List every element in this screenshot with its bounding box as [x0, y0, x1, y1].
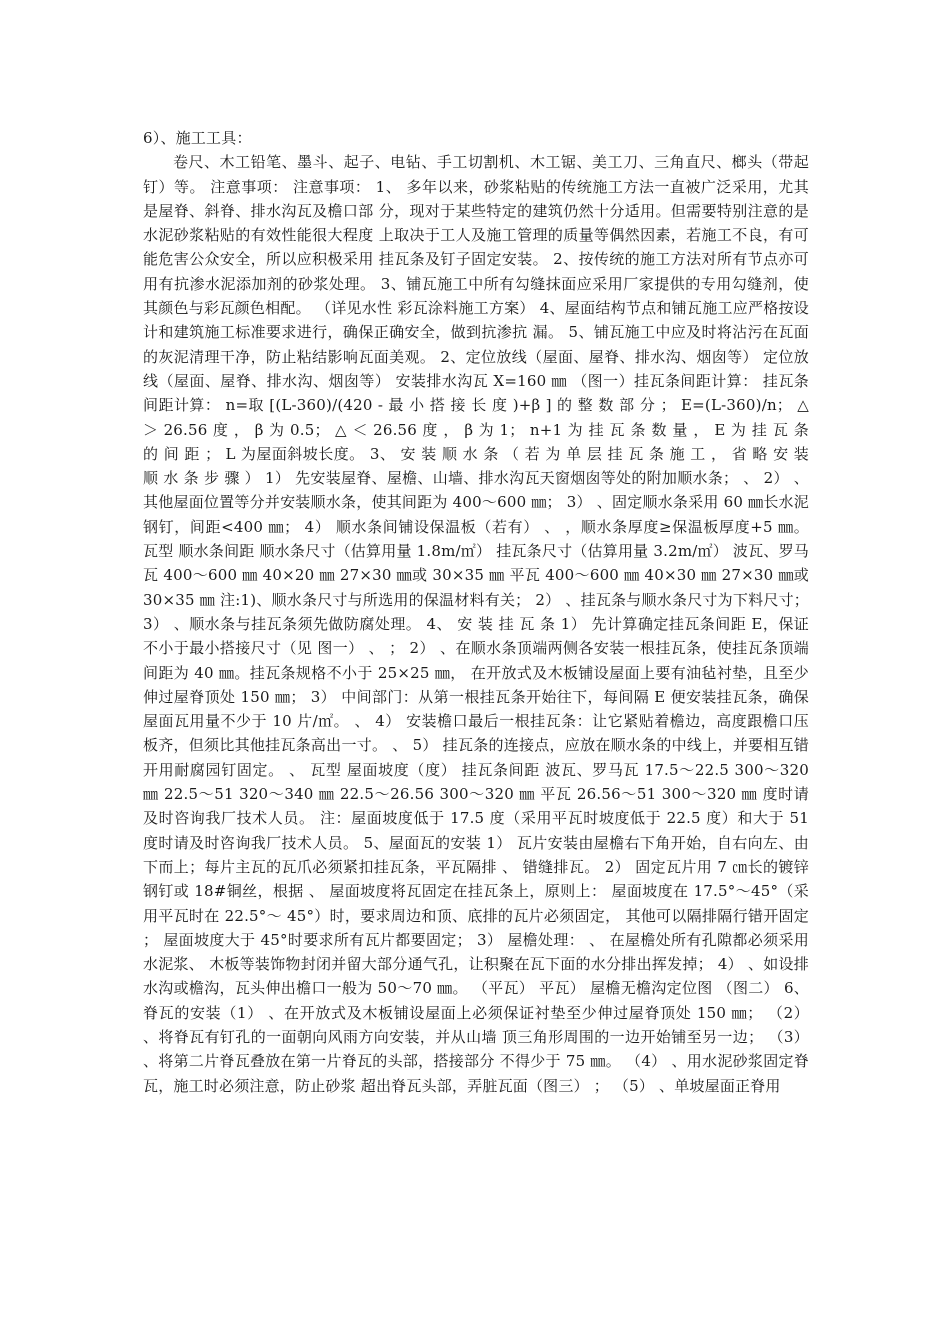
- section-heading: 6）、施工工具：: [143, 129, 252, 147]
- body-paragraph: 卷尺、木工铅笔、墨斗、起子、电钻、手工切割机、木工锯、美工刀、三角直尺、榔头（带起钉）等。 注意事项： 注意事项： 1、 多年以来，砂浆粘贴的传统施工方法一直被广泛采用，尤其是屋脊、斜脊、排水沟瓦及檐口部 分，现对于某些特定的建筑仍然十分适用。但需要特别注意的是水泥砂浆粘贴的有效性能很大程度 上取决于工人及施工管理的质量等偶然因素，若施工不良，有可能危害公众安全，所以应积极采用 挂瓦条及钉子固定安装。 2、按传统的施工方法对所有节点亦可用有抗渗水泥添加剂的砂浆处理。 3、铺瓦施工中所有勾缝抹面应采用厂家提供的专用勾缝剂，使其颜色与彩瓦颜色相配。 （详见水性 彩瓦涂料施工方案） 4、屋面结构节点和铺瓦施工应严格按设计和建筑施工标准要求进行，确保正确安全，做到抗渗抗 漏。 5、铺瓦施工中应及时将沾污在瓦面的灰泥清理干净，防止粘结影响瓦面美观。 2、定位放线（屋面、屋脊、排水沟、烟囱等） 定位放线（屋面、屋脊、排水沟、烟囱等） 安装排水沟瓦 X=160 ㎜ （图一）挂瓦条间距计算： 挂瓦条间距计算： n=取 [(L-360)/(420 - 最 小 搭 接 长 度 )+β ] 的 整 数 部 分 ； E=(L-360)/n； △ ＞ 26.56 度 ， β 为 0.5； △ ＜ 26.56 度 ， β 为 1； n+1 为 挂 瓦 条 数 量 ， E 为 挂 瓦 条 的 间 距 ； L 为屋面斜坡长度。 3、 安 装 顺 水 条 （ 若 为 单 层 挂 瓦 条 施 工 ， 省 略 安 装 顺 水 条 步 骤 ） 1） 先安装屋脊、屋檐、山墙、排水沟瓦天窗烟囱等处的附加顺水条； 、 2） 、其他屋面位置等分并安装顺水条，使其间距为 400～600 ㎜； 3） 、固定顺水条采用 60 ㎜长水泥钢钉，间距<400 ㎜； 4） 顺水条间铺设保温板（若有） 、 ，顺水条厚度≥保温板厚度+5 ㎜。 瓦型 顺水条间距 顺水条尺寸（估算用量 1.8m/㎡） 挂瓦条尺寸（估算用量 3.2m/㎡） 波瓦、罗马瓦 400～600 ㎜ 40×20 ㎜ 27×30 ㎜或 30×35 ㎜ 平瓦 400～600 ㎜ 40×30 ㎜ 27×30 ㎜或 30×35 ㎜ 注:1)、顺水条尺寸与所选用的保温材料有关； 2） 、挂瓦条与顺水条尺寸为下料尺寸； 3） 、顺水条与挂瓦条须先做防腐处理。 4、 安 装 挂 瓦 条 1） 先计算确定挂瓦条间距 E，保证不小于最小搭接尺寸（见 图一） 、 ； 2） 、在顺水条顶端两侧各安装一根挂瓦条，使挂瓦条顶端间距为 40 ㎜。挂瓦条规格不小于 25×25 ㎜， 在开放式及木板铺设屋面上要有油毡衬垫，且至少伸过屋脊顶处 150 ㎜； 3） 中间部门：从第一根挂瓦条开始往下，每间隔 E 便安装挂瓦条，确保屋面瓦用量不少于 10 片/㎡。 、 4） 安装檐口最后一根挂瓦条：让它紧贴着檐边，高度跟檐口压板齐，但须比其他挂瓦条高出一寸。 、 5） 挂瓦条的连接点，应放在顺水条的中线上，并要相互错开用耐腐园钉固定。 、 瓦型 屋面坡度（度） 挂瓦条间距 波瓦、罗马瓦 17.5～22.5 300～320 ㎜ 22.5～51 320～340 ㎜ 22.5～26.56 300～320 ㎜ 平瓦 26.56～51 300～320 ㎜ 度时请及时咨询我厂技术人员。 注：屋面坡度低于 17.5 度（采用平瓦时坡度低于 22.5 度）和大于 51 度时请及时咨询我厂技术人员。 5、屋面瓦的安装 1） 瓦片安装由屋檐右下角开始，自右向左、由下而上；每片主瓦的瓦爪必须紧扣挂瓦条，平瓦隔排 、 错缝排瓦。 2） 固定瓦片用 7 ㎝长的镀锌钢钉或 18#铜丝，根据 、 屋面坡度将瓦固定在挂瓦条上，原则上： 屋面坡度在 17.5°～45°（采用平瓦时在 22.5°～ 45°）时，要求周边和顶、底排的瓦片必须固定， 其他可以隔排隔行错开固定； 屋面坡度大于 45°时要求所有瓦片都要固定； 3） 屋檐处理： 、 在屋檐处所有孔隙都必须采用水泥浆、 木板等装饰物封闭并留大部分通气孔，让积聚在瓦下面的水分排出挥发掉； 4） 、如设排水沟或檐沟，瓦头伸出檐口一般为 50～70 ㎜。 （平瓦） 平瓦） 屋檐无檐沟定位图 （图二） 6、脊瓦的安装（1） 、在开放式及木板铺设屋面上必须保证衬垫至少伸过屋脊顶处 150 ㎜； （2） 、将脊瓦有钉孔的一面朝向风雨方向安装，并从山墙 顶三角形周围的一边开始铺至另一边； （3） 、将第二片脊瓦叠放在第一片脊瓦的头部，搭接部分 不得少于 75 ㎜。 （4） 、用水泥砂浆固定脊瓦，施工时必须注意，防止砂浆 超出脊瓦头部，弄脏瓦面（图三） ； （5） 、单坡屋面正脊用: [143, 153, 809, 1095]
- document-page: [143, 126, 809, 1098]
